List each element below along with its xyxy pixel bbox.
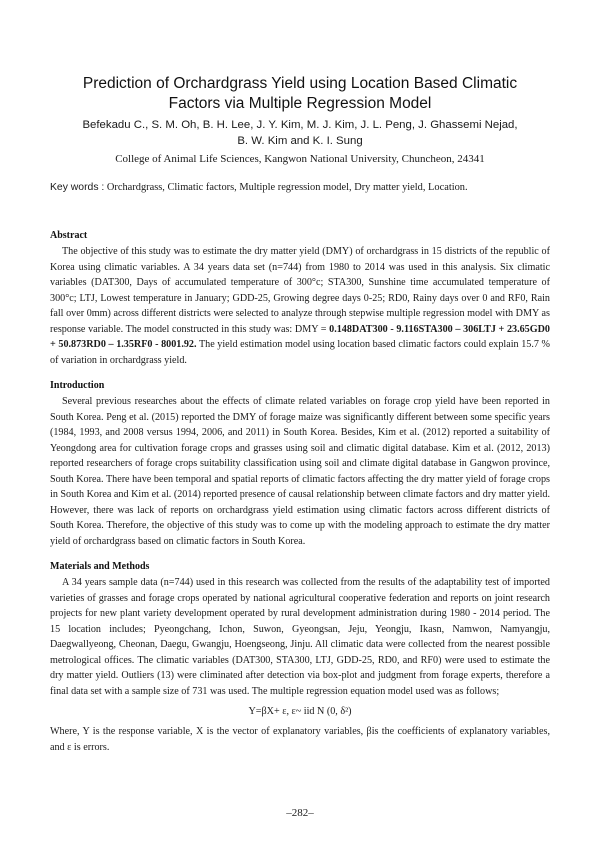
abstract-text-b: The yield estimation model using location based climatic factors could explain 15.7 % of variation in orchardgrass yield. (50, 339, 550, 366)
methods-heading: Materials and Methods (50, 561, 150, 572)
title-line-1: Prediction of Orchardgrass Yield using Location Based Climatic (82, 75, 518, 92)
methods-closing-paragraph: Where, Y is the response variable, X is the vector of explanatory variables, βis the coefficients of explanatory variables, and ε is errors. (50, 726, 550, 753)
authors-line-1: Befekadu C., S. M. Oh, B. H. Lee, J. Y. Kim, M. J. Kim, J. L. Peng, J. Ghassemi Nejad, (82, 119, 518, 131)
keywords-text: Orchardgrass, Climatic factors, Multiple regression model, Dry matter yield, Location. (106, 182, 468, 193)
introduction-heading: Introduction (50, 380, 105, 391)
keywords (50, 181, 550, 195)
author-list (50, 118, 550, 149)
abstract-paragraph (50, 244, 550, 368)
paper-title (50, 74, 550, 114)
introduction-paragraph: Several previous researches about the effects of climate related variables on forage crop yield have been reported in South Korea. Peng et al. (2015) reported the DMY of forage maize was significantly different between some specific years (1984, 1993, and 2008 versus 1994, 2006, and 2011) in South Korea. Besides, Kim et al. (2012) reported a suitability of Yeongdong area for cultivation forage crops and grasses using soil and climatic digital database. Kim et al. (2012, 2013) reported researchers of forage crops suitability classification using soil and climate digital database in Gangwon province, South Korea. There have been temporal and spatial reports of climatic factors affecting the dry matter yield of forage crops in South Korea and Kim et al. (2014) reported presence of causal relationship between climate factors and dry matter yield. However, there was lack of reports on orchardgrass yield estimation using climatic factors across different districts of South Korea. Therefore, the objective of this study was to come up with the modeling approach to estimate the dry matter yield of orchardgrass based on climatic factors in South Korea. (50, 396, 550, 547)
abstract-heading: Abstract (50, 230, 88, 241)
model-equation: 0.148DAT300 - 9.116STA300 – 306LTJ + 23.65GD0 + 50.873RD0 – 1.35RF0 - 8001.92. (50, 323, 550, 350)
keywords-label: Key words : (50, 182, 105, 193)
title-line-2: Factors via Multiple Regression Model (168, 95, 432, 112)
page-number: –282– (286, 807, 314, 819)
authors-line-2: B. W. Kim and K. I. Sung (237, 134, 363, 147)
regression-equation: Y=βX+ ε, ε~ iid N (0, δ²) (248, 706, 352, 717)
methods-paragraph: A 34 years sample data (n=744) used in this research was collected from the results of the adaptability test of imported varieties of grasses and forage crops operated by national agricultural cooperative federation and reports on joint research projects for new plant variety development operated by rural development administration during 1980 - 2014 period. The 15 location includes; Pyeongchang, Ichon, Suwon, Gyeongsan, Jeju, Yeongju, Ikasn, Namwon, Namyangju, Daegwallyeong, Cheonan, Daegu, Gwangju, Hoengseong, Jinju. All climatic data were collected from the nearest possible metrological offices. The climatic variables (DAT300, STA300, LTJ, GDD-25, RD0, and RF0) were used to estimate the dry matter yield. Outliers (13) were climinated after detection via box-plot and judgment from forage experts, therefore a final data set with a sample size of 731 was used. The multiple regression equation model used was as follows; (50, 577, 550, 697)
abstract-text-a: The objective of this study was to estimate the dry matter yield (DMY) of orchardgrass in 15 districts of the republic of Korea using climatic variables. A 34 years data set (n=744) from 1980 to 2014 was used in this analysis. Six climatic variables (DAT300, Days of accumulated temperature of 300°c; STA300, Sunshine time accumulated temperature of 300°c; LTJ, Lowest temperature in January; GDD-25, Growing degree days 0-25; RD0, Rainy days over 0 and RF0, Rain fall over 0mm) across different districts were selected to analyze through stepwise multiple regression model with DMY as response variable. The model constructed in this study was: DMY = (50, 246, 550, 335)
affiliation: College of Animal Life Sciences, Kangwon National University, Chuncheon, 24341 (115, 153, 485, 165)
